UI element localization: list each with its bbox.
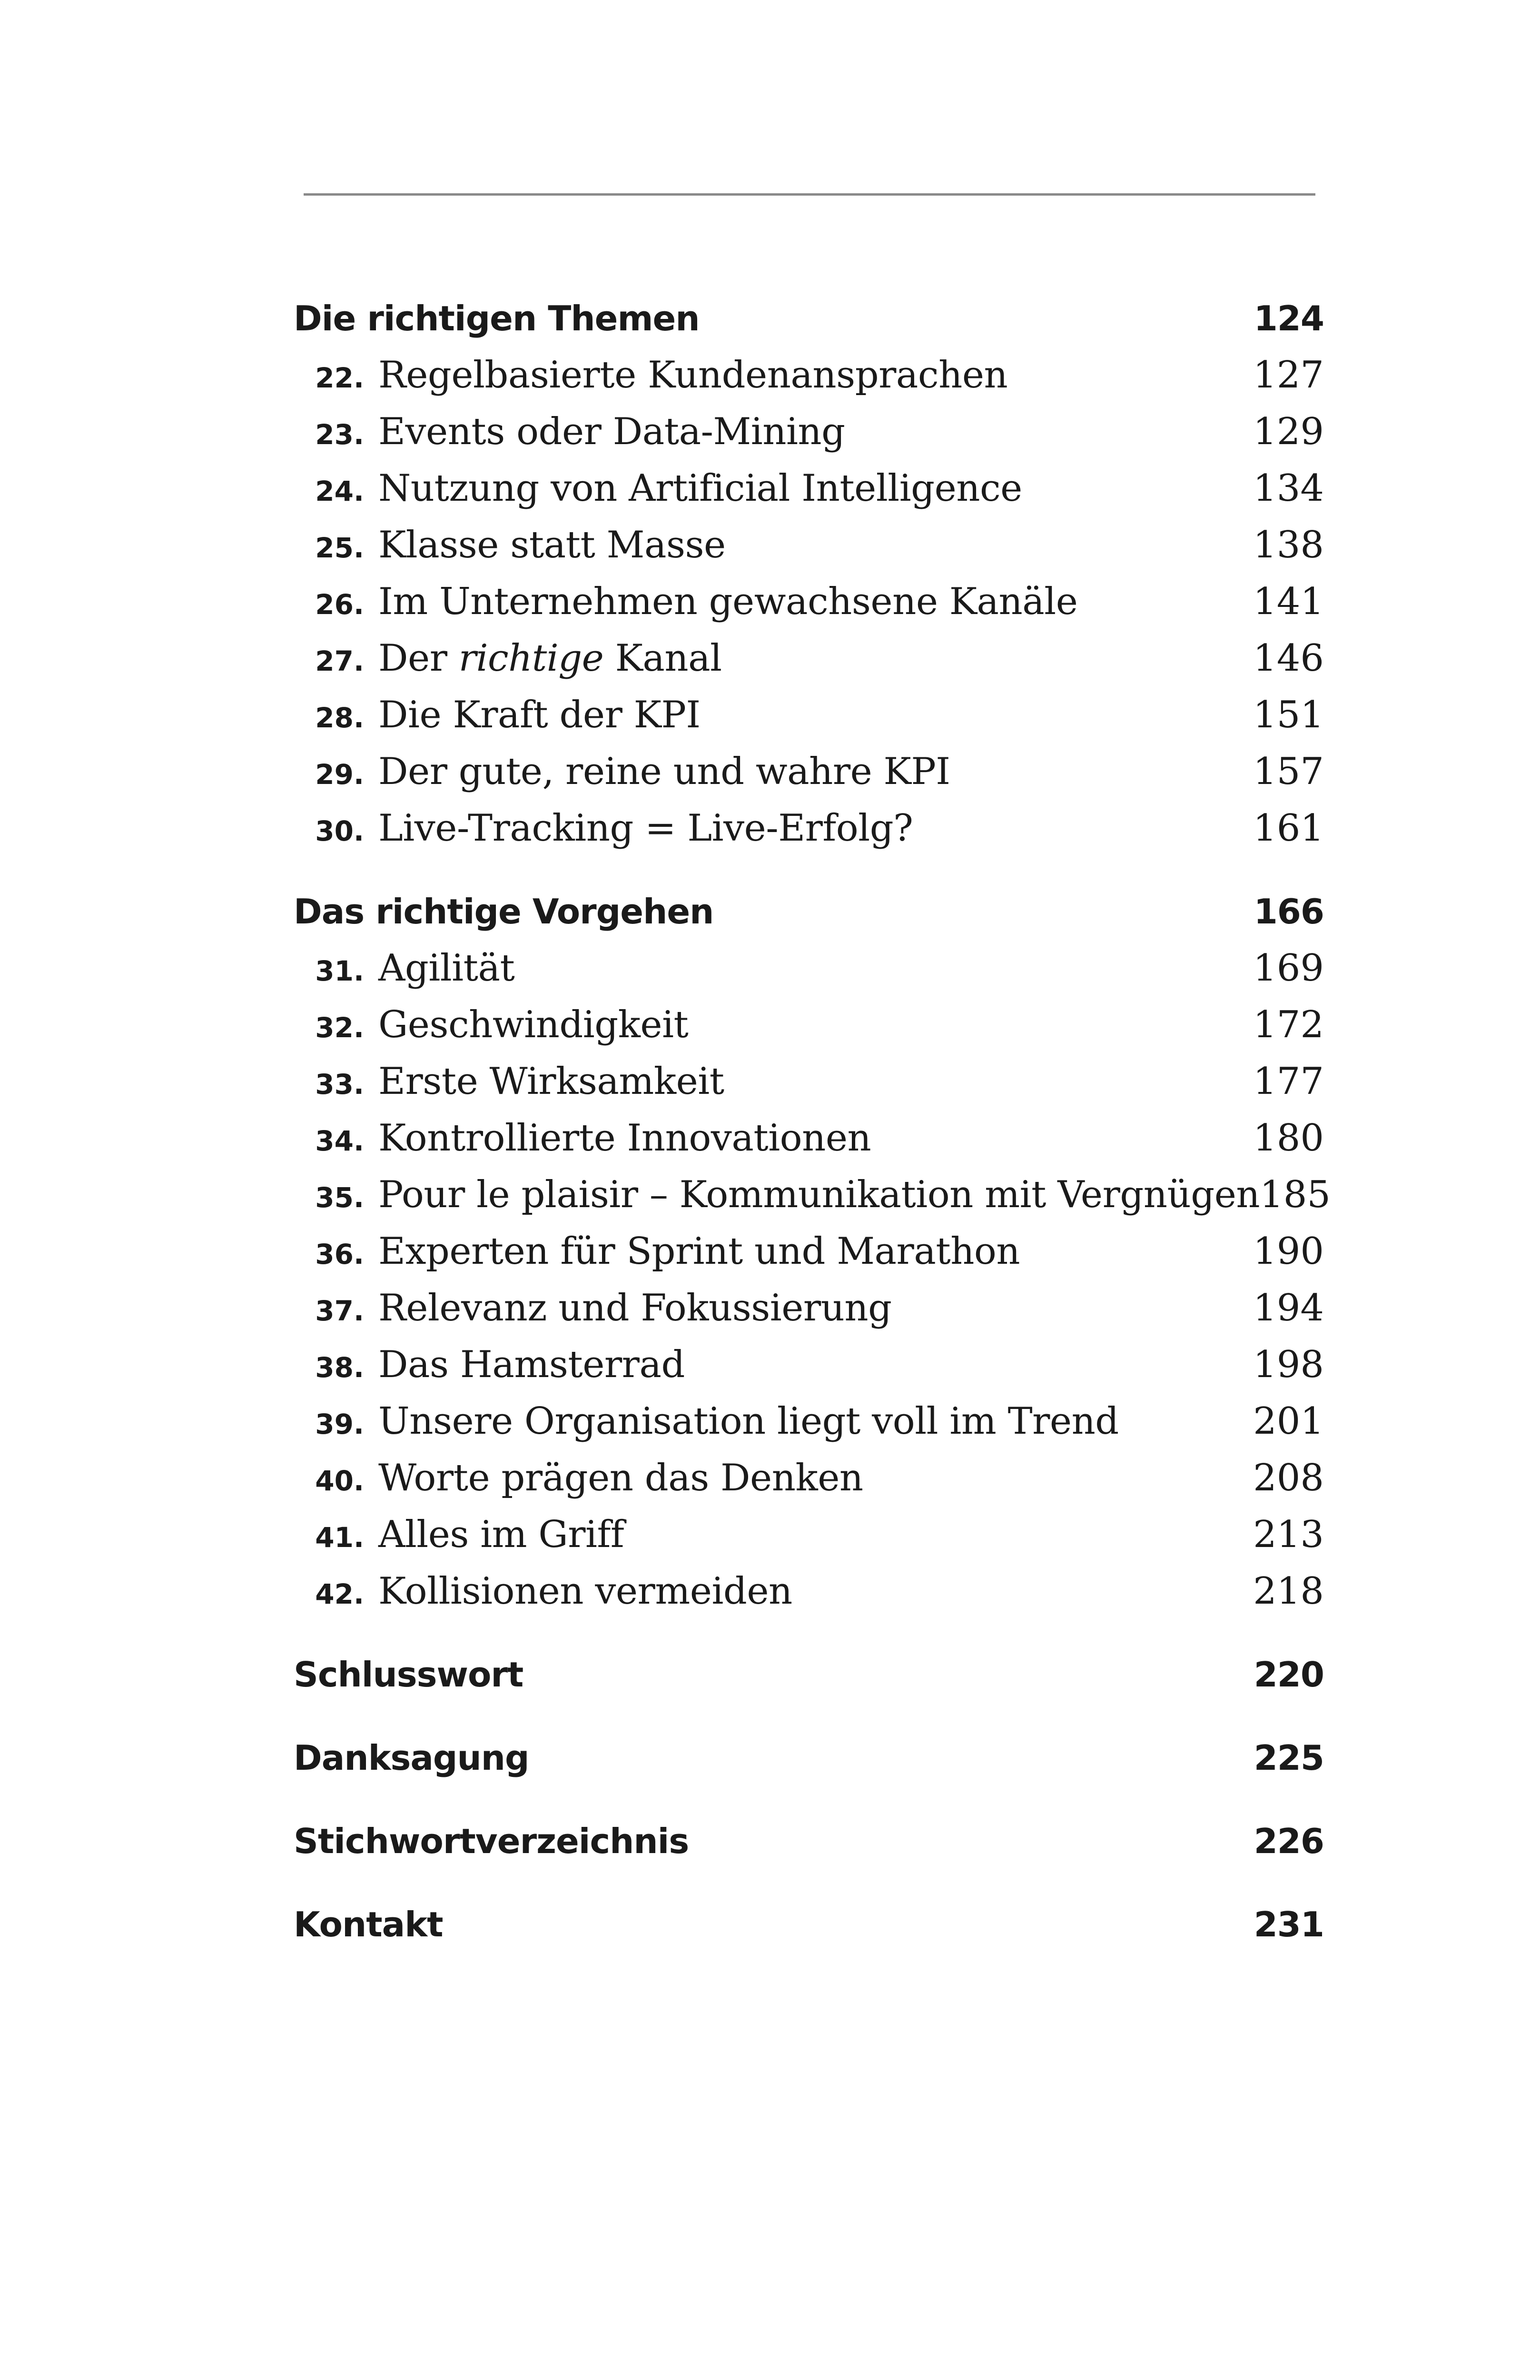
- toc-chapter[interactable]: [294, 1110, 1324, 1167]
- toc-chapter[interactable]: [294, 1053, 1324, 1110]
- toc-chapter[interactable]: [294, 347, 1324, 404]
- chapter-page: 127: [1253, 354, 1324, 397]
- chapter-title: Worte prägen das Denken: [378, 1457, 863, 1499]
- chapter-number: 40.: [315, 1465, 364, 1497]
- section-page: 231: [1254, 1904, 1324, 1944]
- table-of-contents: [294, 290, 1331, 1953]
- chapter-title: Klasse statt Masse: [378, 524, 726, 566]
- toc-chapter[interactable]: [294, 1337, 1324, 1393]
- chapter-title: Regelbasierte Kundenansprachen: [378, 354, 1008, 397]
- chapter-number: 42.: [315, 1578, 364, 1610]
- chapter-page: 157: [1253, 750, 1324, 793]
- chapter-page: 180: [1253, 1117, 1324, 1160]
- toc-chapter[interactable]: [294, 800, 1324, 857]
- chapter-title: Im Unternehmen gewachsene Kanäle: [378, 580, 1078, 623]
- chapter-page: 190: [1253, 1230, 1324, 1273]
- chapter-title: Erste Wirksamkeit: [378, 1060, 724, 1103]
- chapter-page: 194: [1253, 1287, 1324, 1329]
- toc-section-kontakt[interactable]: [294, 1896, 1324, 1953]
- header-rule: [304, 193, 1315, 196]
- section-title: Stichwortverzeichnis: [294, 1821, 689, 1861]
- chapter-page: 138: [1253, 524, 1324, 566]
- chapter-number: 37.: [315, 1295, 364, 1327]
- chapter-title: Kollisionen vermeiden: [378, 1570, 792, 1613]
- chapter-page: 151: [1253, 694, 1324, 736]
- toc-chapter[interactable]: [294, 1280, 1324, 1337]
- chapter-title: Agilität: [378, 947, 515, 990]
- chapter-number: 29.: [315, 758, 364, 791]
- chapter-number: 34.: [315, 1125, 364, 1157]
- chapter-title-italic: richtige: [458, 637, 604, 680]
- toc-chapter[interactable]: [294, 744, 1324, 800]
- chapter-number: 36.: [315, 1238, 364, 1270]
- chapter-title-before: Der: [378, 637, 459, 680]
- toc-section-danksagung[interactable]: [294, 1730, 1324, 1786]
- section-page: 225: [1254, 1738, 1324, 1778]
- chapter-page: 129: [1253, 410, 1324, 453]
- chapter-number: 26.: [315, 588, 364, 621]
- section-title: Das richtige Vorgehen: [294, 892, 714, 932]
- toc-section-das-richtige-vorgehen[interactable]: [294, 883, 1324, 940]
- toc-section-stichwortverzeichnis[interactable]: [294, 1813, 1324, 1870]
- toc-chapter[interactable]: [294, 404, 1324, 460]
- chapter-number: 31.: [315, 955, 364, 987]
- section-page: 166: [1254, 892, 1324, 932]
- chapter-number: 33.: [315, 1068, 364, 1101]
- chapter-title: Live-Tracking = Live-Erfolg?: [378, 807, 913, 850]
- chapter-title: Unsere Organisation liegt voll im Trend: [378, 1400, 1119, 1443]
- toc-chapter[interactable]: [294, 1167, 1331, 1223]
- chapter-title: Relevanz und Fokussierung: [378, 1287, 892, 1329]
- chapter-number: 38.: [315, 1351, 364, 1384]
- chapter-page: 201: [1253, 1400, 1324, 1443]
- chapter-title: Geschwindigkeit: [378, 1003, 689, 1046]
- chapter-page: 161: [1253, 807, 1324, 850]
- section-page: 124: [1254, 298, 1324, 338]
- section-page: 220: [1254, 1655, 1324, 1695]
- toc-chapter[interactable]: [294, 1393, 1324, 1450]
- chapter-title: Alles im Griff: [378, 1513, 624, 1556]
- chapter-title: Pour le plaisir – Kommunikation mit Vergnügen: [378, 1173, 1260, 1216]
- toc-chapter[interactable]: [294, 940, 1324, 997]
- toc-chapter[interactable]: [294, 1450, 1324, 1507]
- chapter-title: Events oder Data-Mining: [378, 410, 845, 453]
- chapter-number: 39.: [315, 1408, 364, 1440]
- toc-chapter[interactable]: [294, 1563, 1324, 1620]
- chapter-number: 30.: [315, 815, 364, 847]
- chapter-number: 24.: [315, 475, 364, 507]
- toc-section-schlusswort[interactable]: [294, 1646, 1324, 1703]
- toc-chapter[interactable]: [294, 997, 1324, 1053]
- toc-chapter[interactable]: [294, 687, 1324, 744]
- chapter-title: Der gute, reine und wahre KPI: [378, 750, 950, 793]
- chapter-number: 32.: [315, 1012, 364, 1044]
- chapter-page: 213: [1253, 1513, 1324, 1556]
- chapter-page: 177: [1253, 1060, 1324, 1103]
- section-title: Kontakt: [294, 1904, 443, 1944]
- section-title: Schlusswort: [294, 1655, 523, 1695]
- chapter-page: 169: [1253, 947, 1324, 990]
- chapter-title: Kontrollierte Innovationen: [378, 1117, 871, 1160]
- chapter-page: 218: [1253, 1570, 1324, 1613]
- chapter-title-after: Kanal: [603, 637, 722, 680]
- chapter-title: Die Kraft der KPI: [378, 694, 701, 736]
- section-title: Die richtigen Themen: [294, 298, 700, 338]
- chapter-page: 198: [1253, 1343, 1324, 1386]
- chapter-title: Das Hamsterrad: [378, 1343, 685, 1386]
- chapter-page: 185: [1260, 1173, 1331, 1216]
- chapter-page: 172: [1253, 1003, 1324, 1046]
- section-title: Danksagung: [294, 1738, 529, 1778]
- chapter-number: 35.: [315, 1181, 364, 1214]
- toc-chapter[interactable]: [294, 517, 1324, 574]
- chapter-title: Nutzung von Artificial Intelligence: [378, 467, 1022, 510]
- chapter-page: 208: [1253, 1457, 1324, 1499]
- chapter-number: 25.: [315, 532, 364, 564]
- toc-chapter[interactable]: [294, 574, 1324, 630]
- chapter-title: [378, 630, 1253, 687]
- chapter-number: 41.: [315, 1521, 364, 1554]
- chapter-number: 23.: [315, 418, 364, 451]
- toc-chapter[interactable]: [294, 1507, 1324, 1563]
- chapter-number: 28.: [315, 702, 364, 734]
- chapter-title: Experten für Sprint und Marathon: [378, 1230, 1020, 1273]
- toc-chapter[interactable]: [294, 460, 1324, 517]
- chapter-page: 146: [1253, 637, 1324, 680]
- chapter-number: 22.: [315, 362, 364, 394]
- toc-chapter[interactable]: [294, 1223, 1324, 1280]
- section-page: 226: [1254, 1821, 1324, 1861]
- chapter-page: 141: [1253, 580, 1324, 623]
- toc-chapter[interactable]: [294, 630, 1324, 687]
- toc-section-die-richtigen-themen[interactable]: [294, 290, 1324, 347]
- chapter-page: 134: [1253, 467, 1324, 510]
- chapter-number: 27.: [315, 645, 364, 677]
